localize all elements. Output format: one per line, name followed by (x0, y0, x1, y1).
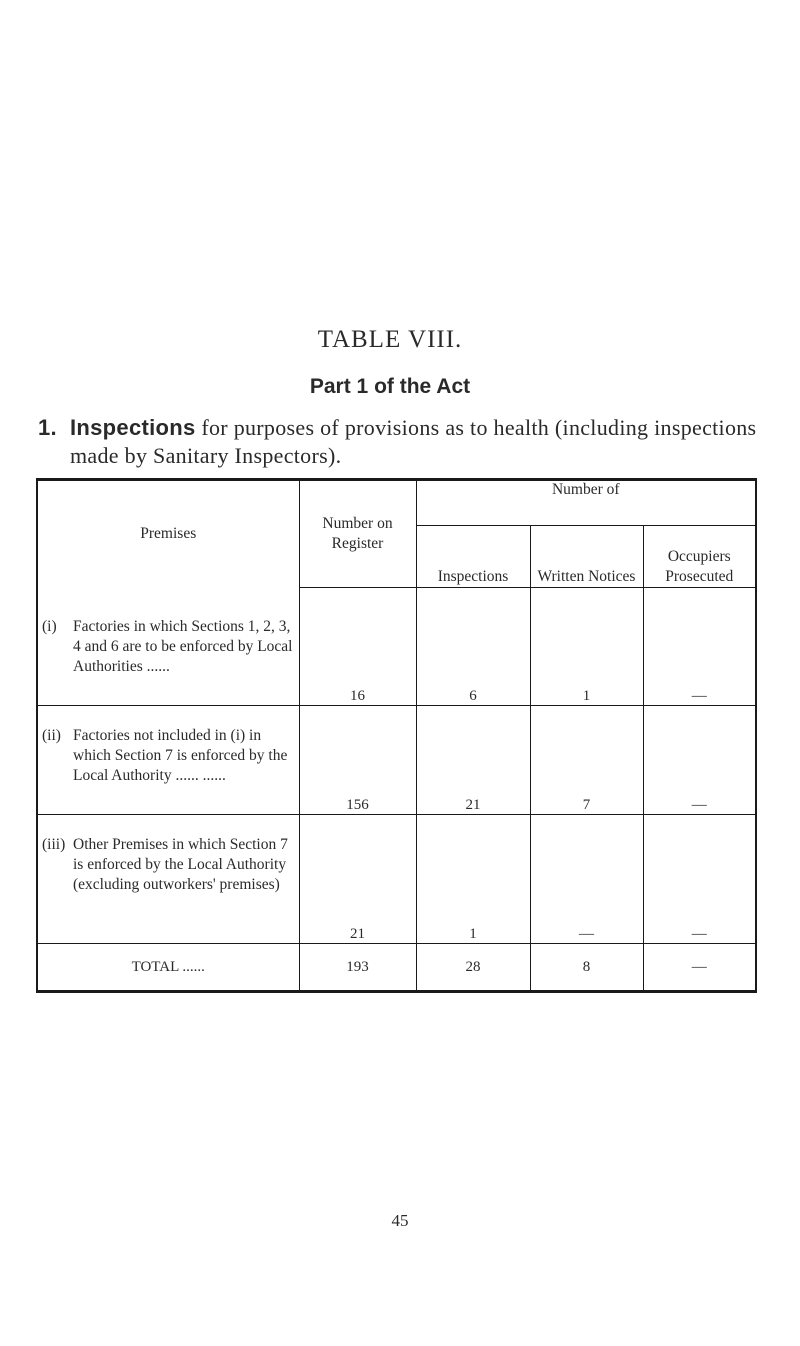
intro-text (70, 414, 778, 470)
occupiers-prosecuted-cell: — (643, 815, 756, 944)
total-register: 193 (299, 944, 416, 992)
intro-body: for purposes of provisions as to health (including inspections made by Sanitary Inspectors). (70, 415, 757, 468)
register-cell: 16 (299, 587, 416, 706)
header-register: Number on Register (299, 480, 416, 588)
intro-lead: Inspections (70, 415, 196, 440)
page-number: 45 (391, 1211, 409, 1230)
row-text: Factories in which Sections 1, 2, 3, 4 and 6 are to be enforced by Local Authorities ...... (73, 618, 293, 675)
row-label: (iii) (42, 836, 66, 853)
row-text: Factories not included in (i) in which Section 7 is enforced by the Local Authority ...... ...... (73, 727, 288, 784)
total-inspections: 28 (416, 944, 530, 992)
intro-paragraph (38, 414, 778, 470)
total-written-notices: 8 (530, 944, 643, 992)
inspections-cell: 6 (416, 587, 530, 706)
inspections-cell: 1 (416, 815, 530, 944)
premises-cell (37, 706, 299, 815)
premises-cell (37, 587, 299, 706)
part-subtitle: Part 1 of the Act (309, 375, 471, 398)
header-inspections: Inspections (416, 526, 530, 587)
table-row (37, 815, 756, 944)
register-cell: 21 (299, 815, 416, 944)
header-number-of: Number of (416, 480, 756, 526)
inspections-cell: 21 (416, 706, 530, 815)
inspections-table (36, 478, 757, 993)
occupiers-prosecuted-cell: — (643, 706, 756, 815)
total-occupiers-prosecuted: — (643, 944, 756, 992)
table-row (37, 587, 756, 706)
header-occupiers-prosecuted: Occupiers Prosecuted (643, 526, 756, 587)
row-text: Other Premises in which Section 7 is enforced by the Local Authority (excluding outworkers' premises) (73, 836, 288, 893)
written-notices-cell: 1 (530, 587, 643, 706)
occupiers-prosecuted-cell: — (643, 587, 756, 706)
intro-number: 1. (38, 415, 57, 440)
header-premises: Premises (37, 480, 299, 588)
table-title: TABLE VIII. (317, 326, 463, 353)
written-notices-cell: — (530, 815, 643, 944)
row-label: (ii) (42, 727, 61, 744)
register-cell: 156 (299, 706, 416, 815)
header-written-notices: Written Notices (530, 526, 643, 587)
total-label: TOTAL ...... (37, 944, 299, 992)
written-notices-cell: 7 (530, 706, 643, 815)
total-row (37, 944, 756, 992)
row-label: (i) (42, 618, 57, 635)
table-row (37, 706, 756, 815)
premises-cell (37, 815, 299, 944)
